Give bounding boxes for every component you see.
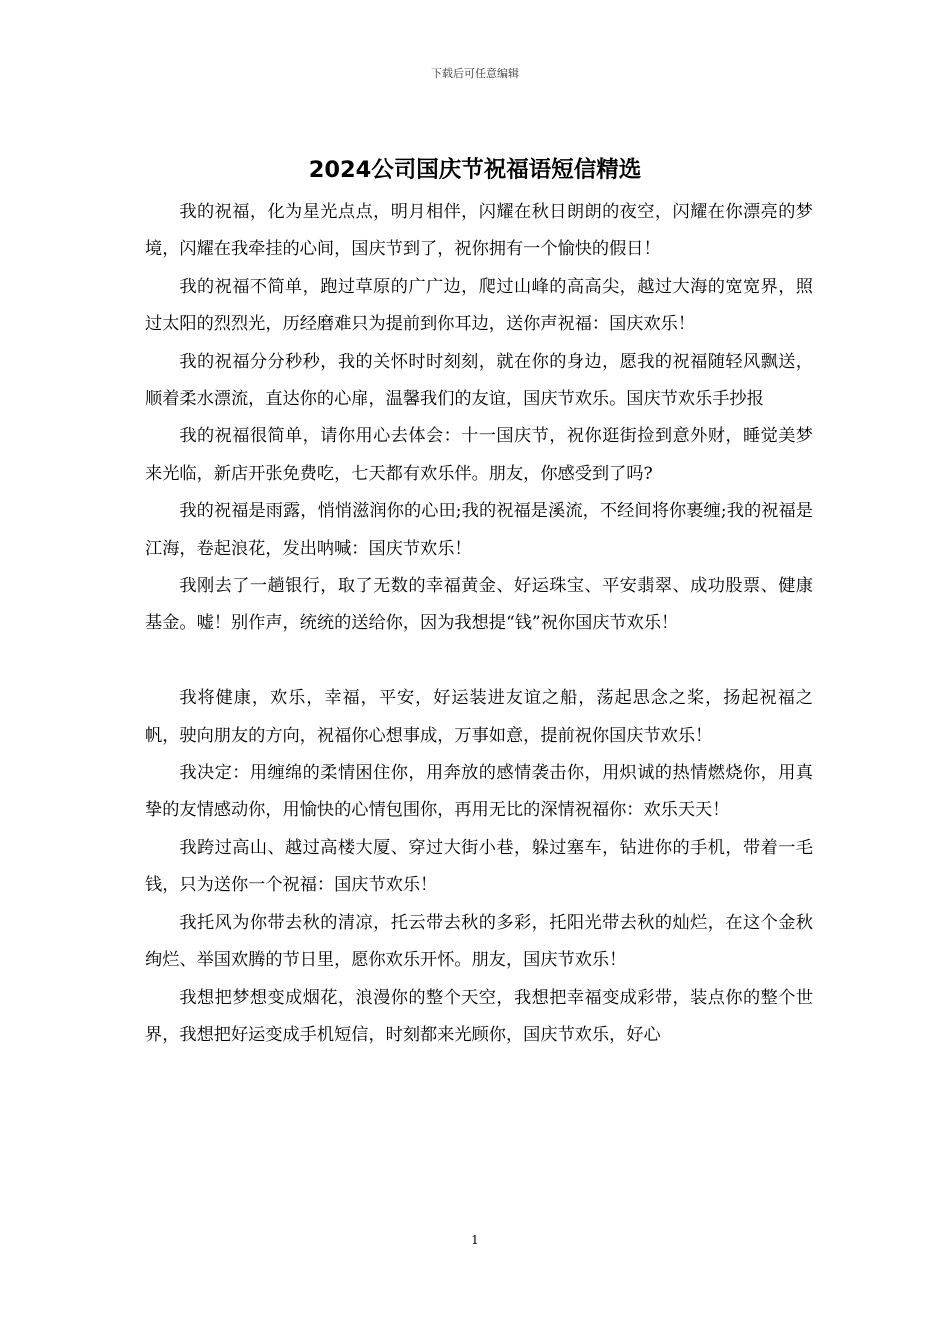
paragraph: 我的祝福很简单，请你用心去体会：十一国庆节，祝你逛街捡到意外财，睡觉美梦来光临，新店开张免费吃，七天都有欢乐伴。朋友，你感受到了吗? (145, 426, 813, 484)
paragraph: 我将健康，欢乐，幸福，平安，好运装进友谊之船，荡起思念之桨，扬起祝福之帆，驶向朋友的方向，祝福你心想事成，万事如意，提前祝你国庆节欢乐！ (145, 688, 813, 746)
paragraph: 我的祝福，化为星光点点，明月相伴，闪耀在秋日朗朗的夜空，闪耀在你漂亮的梦境，闪耀在我牵挂的心间，国庆节到了，祝你拥有一个愉快的假日！ (145, 202, 813, 260)
blank-line (145, 643, 813, 680)
paragraph: 我跨过高山、越过高楼大厦、穿过大街小巷，躲过塞车，钻进你的手机，带着一毛钱，只为送你一个祝福：国庆节欢乐！ (145, 837, 813, 896)
page-header: 下载后可任意编辑 (431, 67, 519, 80)
paragraph: 我的祝福是雨露，悄悄滋润你的心田;我的祝福是溪流，不经间将你裹缠;我的祝福是江海，卷起浪花，发出呐喊：国庆节欢乐！ (145, 501, 813, 559)
paragraph: 我的祝福分分秒秒，我的关怀时时刻刻，就在你的身边，愿我的祝福随轻风飘送，顺着柔水漂流，直达你的心扉，温馨我们的友谊，国庆节欢乐。国庆节欢乐手抄报 (145, 351, 813, 410)
paragraph: 我决定：用缠绵的柔情困住你，用奔放的感情袭击你，用炽诚的热情燃烧你，用真挚的友情感动你，用愉快的心情包围你，再用无比的深情祝福你：欢乐天天！ (145, 763, 813, 821)
document-title: 2024公司国庆节祝福语短信精选 (308, 157, 642, 183)
paragraph: 我托风为你带去秋的清凉，托云带去秋的多彩，托阳光带去秋的灿烂，在这个金秋绚烂、举国欢腾的节日里，愿你欢乐开怀。朋友，国庆节欢乐！ (145, 912, 813, 971)
paragraph: 我想把梦想变成烟花，浪漫你的整个天空，我想把幸福变成彩带，装点你的整个世界，我想把好运变成手机短信，时刻都来光顾你，国庆节欢乐，好心 (145, 987, 813, 1045)
document-body (145, 194, 813, 1054)
page-number: 1 (471, 1233, 479, 1247)
paragraph: 我刚去了一趟银行，取了无数的幸福黄金、好运珠宝、平安翡翠、成功股票、健康基金。嘘！别作声，统统的送给你，因为我想提“钱”祝你国庆节欢乐！ (145, 576, 813, 634)
paragraph: 我的祝福不简单，跑过草原的广广边，爬过山峰的高高尖，越过大海的宽宽界，照过太阳的烈烈光，历经磨难只为提前到你耳边，送你声祝福：国庆欢乐！ (145, 276, 813, 335)
